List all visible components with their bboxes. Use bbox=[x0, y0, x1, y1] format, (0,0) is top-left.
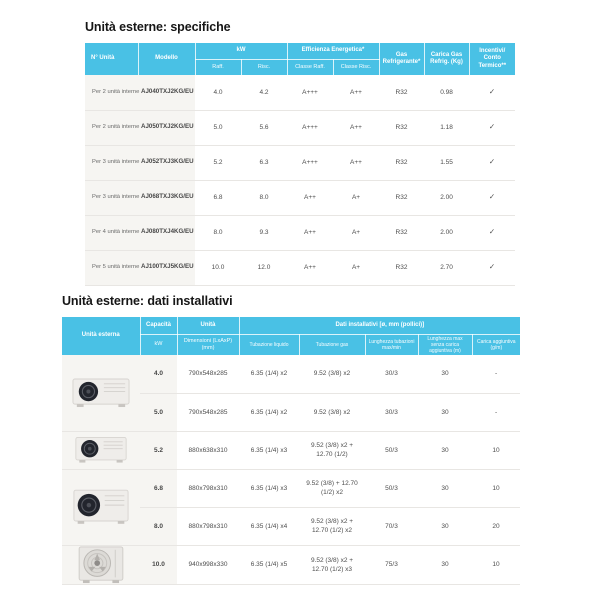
outdoor-unit-medium-image bbox=[62, 469, 140, 545]
incentivi-label-line2: Conto Termico** bbox=[478, 55, 507, 69]
cell-kw-risc: 4.2 bbox=[241, 75, 287, 110]
col-header-carica-aggiuntiva: Carica aggiuntiva (g/m) bbox=[472, 334, 520, 355]
carica-label-line2: Refrig. (Kg) bbox=[430, 59, 463, 65]
cell-gas: R32 bbox=[379, 145, 424, 180]
installation-table bbox=[62, 317, 520, 585]
cell-n-unita: Per 5 unità interne bbox=[85, 250, 138, 285]
col-header-incentivi bbox=[469, 43, 515, 75]
cell-gas: R32 bbox=[379, 75, 424, 110]
cell-gas: R32 bbox=[379, 215, 424, 250]
gas-label-line1: Gas bbox=[395, 51, 408, 58]
col-header-dimensioni: Dimensioni (LxAxP) (mm) bbox=[177, 334, 239, 355]
cell-tubazione-gas: 9.52 (3/8) x2 bbox=[299, 355, 365, 393]
cell-carica: 1.18 bbox=[424, 110, 469, 145]
outdoor-unit-large-image bbox=[62, 545, 140, 584]
cell-capacita: 5.0 bbox=[140, 393, 177, 431]
cell-capacita: 4.0 bbox=[140, 355, 177, 393]
cell-classe-risc: A++ bbox=[333, 75, 379, 110]
outdoor-unit-small-image bbox=[62, 355, 140, 431]
cell-carica-aggiuntiva: - bbox=[472, 393, 520, 431]
cell-n-unita: Per 2 unità interne bbox=[85, 110, 138, 145]
cell-lunghezza: 30/3 bbox=[365, 355, 418, 393]
cell-tubazione-gas: 9.52 (3/8) x2 + 12.70 (1/2) x3 bbox=[299, 545, 365, 584]
cell-classe-raff: A++ bbox=[287, 215, 333, 250]
install-row bbox=[62, 355, 520, 393]
cell-lunghezza-max: 30 bbox=[418, 545, 472, 584]
cell-kw-risc: 8.0 bbox=[241, 180, 287, 215]
cell-carica: 1.55 bbox=[424, 145, 469, 180]
cell-classe-risc: A+ bbox=[333, 180, 379, 215]
spec-row bbox=[85, 110, 515, 145]
cell-dimensioni: 880x798x310 bbox=[177, 507, 239, 545]
cell-modello: AJ080TXJ4KG/EU bbox=[138, 215, 195, 250]
cell-kw-raff: 6.8 bbox=[195, 180, 241, 215]
outdoor-unit-large-icon bbox=[77, 546, 125, 584]
spec-row bbox=[85, 215, 515, 250]
cell-dimensioni: 880x798x310 bbox=[177, 469, 239, 507]
spec-row bbox=[85, 180, 515, 215]
cell-carica-aggiuntiva: 20 bbox=[472, 507, 520, 545]
section-title-specifiche: Unità esterne: specifiche bbox=[85, 20, 231, 34]
cell-carica: 2.00 bbox=[424, 180, 469, 215]
cell-capacita: 5.2 bbox=[140, 431, 177, 469]
cell-classe-raff: A++ bbox=[287, 250, 333, 285]
col-header-kw: kW bbox=[140, 334, 177, 355]
cell-lunghezza: 75/3 bbox=[365, 545, 418, 584]
cell-carica: 0.98 bbox=[424, 75, 469, 110]
cell-tubazione-liquido: 6.35 (1/4) x4 bbox=[239, 507, 299, 545]
cell-carica-aggiuntiva: 10 bbox=[472, 545, 520, 584]
cell-kw-risc: 5.6 bbox=[241, 110, 287, 145]
cell-tubazione-gas: 9.52 (3/8) x2 + 12.70 (1/2) x2 bbox=[299, 507, 365, 545]
spec-row bbox=[85, 75, 515, 110]
cell-capacita: 8.0 bbox=[140, 507, 177, 545]
col-group-kw: kW bbox=[195, 43, 287, 59]
install-row bbox=[62, 431, 520, 469]
install-row bbox=[62, 545, 520, 584]
cell-n-unita: Per 2 unità interne bbox=[85, 75, 138, 110]
spec-row bbox=[85, 250, 515, 285]
col-header-modello: Modello bbox=[138, 43, 195, 75]
cell-lunghezza: 50/3 bbox=[365, 469, 418, 507]
col-header-raff: Raff. bbox=[195, 59, 241, 75]
cell-carica-aggiuntiva: 10 bbox=[472, 431, 520, 469]
cell-classe-risc: A++ bbox=[333, 145, 379, 180]
col-header-lunghezza-max: Lunghezza max senza carica aggiuntiva (m) bbox=[418, 334, 472, 355]
cell-gas: R32 bbox=[379, 180, 424, 215]
outdoor-unit-small-image bbox=[62, 431, 140, 469]
cell-classe-risc: A+ bbox=[333, 215, 379, 250]
cell-kw-raff: 5.0 bbox=[195, 110, 241, 145]
cell-kw-raff: 5.2 bbox=[195, 145, 241, 180]
cell-classe-risc: A++ bbox=[333, 110, 379, 145]
cell-kw-raff: 4.0 bbox=[195, 75, 241, 110]
cell-lunghezza-max: 30 bbox=[418, 355, 472, 393]
col-header-classe-risc: Classe Risc. bbox=[333, 59, 379, 75]
cell-kw-risc: 9.3 bbox=[241, 215, 287, 250]
cell-dimensioni: 940x998x330 bbox=[177, 545, 239, 584]
checkmark-icon: ✓ bbox=[469, 180, 515, 215]
cell-lunghezza: 50/3 bbox=[365, 431, 418, 469]
cell-tubazione-gas: 9.52 (3/8) x2 + 12.70 (1/2) bbox=[299, 431, 365, 469]
col-group-efficienza: Efficienza Energetica* bbox=[287, 43, 379, 59]
cell-kw-raff: 8.0 bbox=[195, 215, 241, 250]
cell-n-unita: Per 3 unità interne bbox=[85, 180, 138, 215]
checkmark-icon: ✓ bbox=[469, 110, 515, 145]
cell-modello: AJ052TXJ3KG/EU bbox=[138, 145, 195, 180]
cell-classe-raff: A+++ bbox=[287, 110, 333, 145]
section-specifiche bbox=[85, 20, 515, 286]
col-header-tubazione-gas: Tubazione gas bbox=[299, 334, 365, 355]
cell-kw-raff: 10.0 bbox=[195, 250, 241, 285]
cell-modello: AJ050TXJ2KG/EU bbox=[138, 110, 195, 145]
cell-lunghezza-max: 30 bbox=[418, 469, 472, 507]
cell-tubazione-liquido: 6.35 (1/4) x3 bbox=[239, 431, 299, 469]
cell-capacita: 10.0 bbox=[140, 545, 177, 584]
checkmark-icon: ✓ bbox=[469, 75, 515, 110]
cell-gas: R32 bbox=[379, 110, 424, 145]
cell-lunghezza-max: 30 bbox=[418, 507, 472, 545]
install-row bbox=[62, 469, 520, 507]
checkmark-icon: ✓ bbox=[469, 215, 515, 250]
cell-classe-raff: A+++ bbox=[287, 75, 333, 110]
cell-dimensioni: 880x638x310 bbox=[177, 431, 239, 469]
cell-carica: 2.00 bbox=[424, 215, 469, 250]
cell-tubazione-gas: 9.52 (3/8) + 12.70 (1/2) x2 bbox=[299, 469, 365, 507]
cell-tubazione-gas: 9.52 (3/8) x2 bbox=[299, 393, 365, 431]
cell-lunghezza-max: 30 bbox=[418, 431, 472, 469]
specs-table bbox=[85, 43, 515, 286]
cell-n-unita: Per 4 unità interne bbox=[85, 215, 138, 250]
cell-tubazione-liquido: 6.35 (1/4) x2 bbox=[239, 355, 299, 393]
col-header-tubazione-liquido: Tubazione liquido bbox=[239, 334, 299, 355]
col-header-n-unita: N° Unità bbox=[85, 43, 138, 75]
col-header-risc: Risc. bbox=[241, 59, 287, 75]
cell-dimensioni: 790x548x285 bbox=[177, 393, 239, 431]
col-header-capacita: Capacità bbox=[140, 317, 177, 334]
cell-classe-raff: A+++ bbox=[287, 145, 333, 180]
cell-modello: AJ068TXJ3KG/EU bbox=[138, 180, 195, 215]
section-title-dati-installativi: Unità esterne: dati installativi bbox=[62, 294, 233, 308]
cell-carica: 2.70 bbox=[424, 250, 469, 285]
cell-gas: R32 bbox=[379, 250, 424, 285]
col-header-classe-raff: Classe Raff. bbox=[287, 59, 333, 75]
cell-carica-aggiuntiva: 10 bbox=[472, 469, 520, 507]
cell-dimensioni: 790x548x285 bbox=[177, 355, 239, 393]
col-header-unita: Unità bbox=[177, 317, 239, 334]
carica-label-line1: Carica Gas bbox=[430, 51, 463, 58]
outdoor-unit-medium-icon bbox=[73, 489, 129, 525]
cell-classe-raff: A++ bbox=[287, 180, 333, 215]
col-header-carica-gas bbox=[424, 43, 469, 75]
cell-kw-risc: 12.0 bbox=[241, 250, 287, 285]
cell-lunghezza: 70/3 bbox=[365, 507, 418, 545]
cell-lunghezza-max: 30 bbox=[418, 393, 472, 431]
gas-label-line2: Refrigerante* bbox=[382, 59, 421, 65]
col-group-dati-installativi: Dati installativi [ø, mm (pollici)] bbox=[239, 317, 520, 334]
cell-n-unita: Per 3 unità interne bbox=[85, 145, 138, 180]
outdoor-unit-small-icon bbox=[75, 436, 127, 464]
cell-tubazione-liquido: 6.35 (1/4) x5 bbox=[239, 545, 299, 584]
col-header-unita-esterna: Unità esterna bbox=[62, 317, 140, 355]
cell-carica-aggiuntiva: - bbox=[472, 355, 520, 393]
section-dati-installativi bbox=[62, 294, 520, 585]
outdoor-unit-small-icon bbox=[72, 378, 130, 408]
header-row-1 bbox=[62, 317, 520, 334]
cell-classe-risc: A+ bbox=[333, 250, 379, 285]
header-row-1 bbox=[85, 43, 515, 59]
col-header-lunghezza-tubazioni: Lunghezza tubazioni max/min bbox=[365, 334, 418, 355]
cell-capacita: 6.8 bbox=[140, 469, 177, 507]
checkmark-icon: ✓ bbox=[469, 145, 515, 180]
checkmark-icon: ✓ bbox=[469, 250, 515, 285]
incentivi-label-line1: Incentivi/ bbox=[479, 47, 506, 54]
cell-tubazione-liquido: 6.35 (1/4) x2 bbox=[239, 393, 299, 431]
cell-lunghezza: 30/3 bbox=[365, 393, 418, 431]
col-header-gas-refrigerante bbox=[379, 43, 424, 75]
cell-tubazione-liquido: 6.35 (1/4) x3 bbox=[239, 469, 299, 507]
cell-kw-risc: 6.3 bbox=[241, 145, 287, 180]
cell-modello: AJ100TXJ5KG/EU bbox=[138, 250, 195, 285]
spec-row bbox=[85, 145, 515, 180]
cell-modello: AJ040TXJ2KG/EU bbox=[138, 75, 195, 110]
